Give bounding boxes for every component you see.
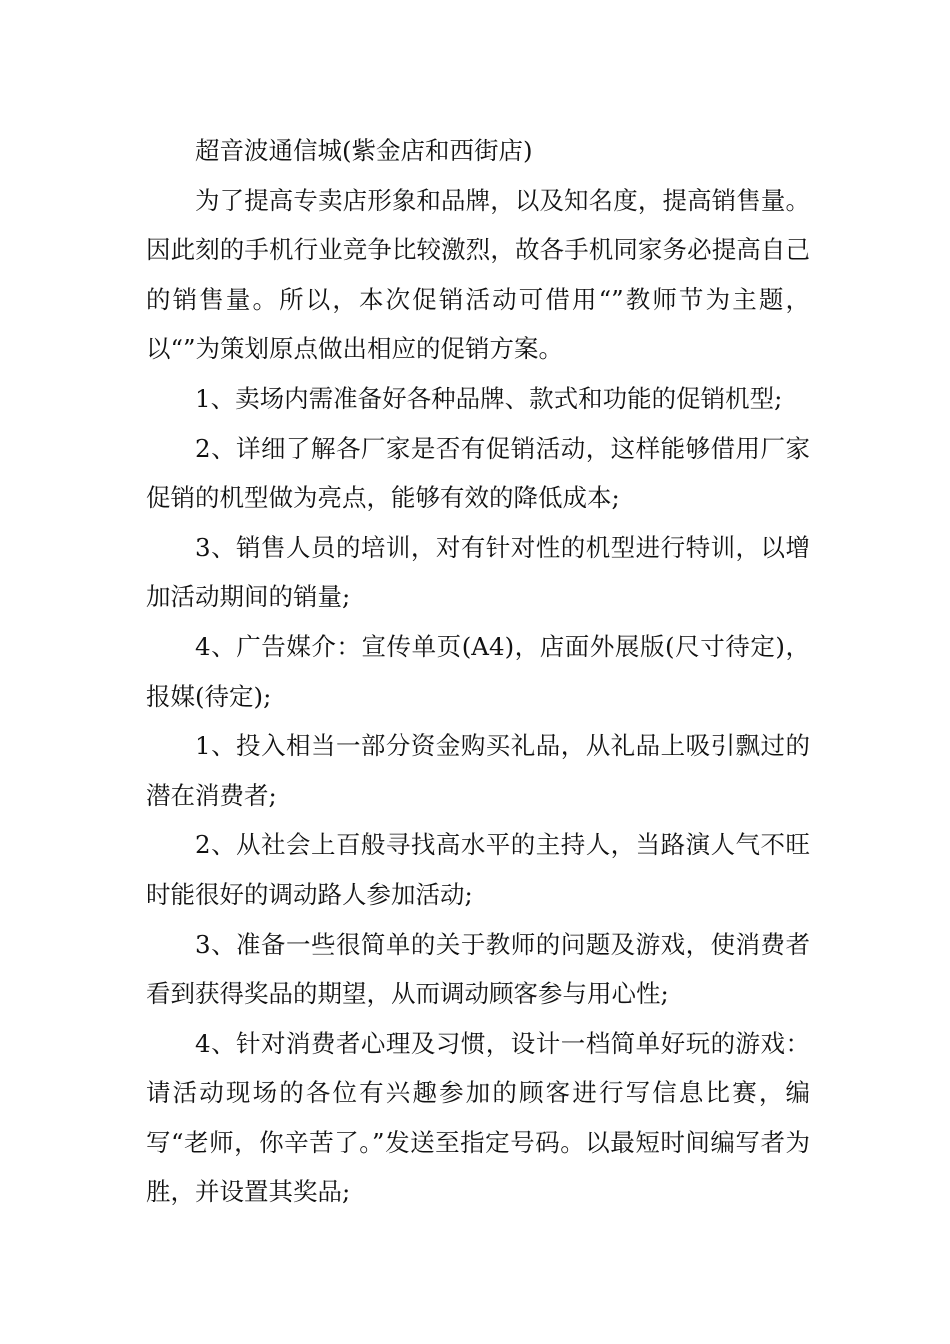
paragraph-prep-3: 3、销售人员的培训，对有针对性的机型进行特训，以增加活动期间的销量; <box>146 532 810 612</box>
paragraph-prep-1: 1、卖场内需准备好各种品牌、款式和功能的促销机型; <box>195 383 783 413</box>
paragraph-activity-2: 2、从社会上百般寻找高水平的主持人，当路演人气不旺时能很好的调动路人参加活动; <box>146 830 810 909</box>
document-body <box>146 126 810 1217</box>
paragraph-activity-4: 4、针对消费者心理及习惯，设计一档简单好玩的游戏：请活动现场的各位有兴趣参加的顾客进行写信息比赛，编写“老师，你辛苦了。”发送至指定号码。以最短时间编写者为胜，并设置其奖品; <box>146 1028 810 1207</box>
paragraph-activity-1: 1、投入相当一部分资金购买礼品，从礼品上吸引飘过的潜在消费者; <box>146 731 810 810</box>
paragraph-store-name: 超音波通信城(紫金店和西街店) <box>195 136 533 165</box>
paragraph-activity-3: 3、准备一些很简单的关于教师的问题及游戏，使消费者看到获得奖品的期望，从而调动顾客参与用心性; <box>146 929 810 1009</box>
paragraph-prep-2: 2、详细了解各厂家是否有促销活动，这样能够借用厂家促销的机型做为亮点，能够有效的降低成本; <box>146 433 810 513</box>
paragraph-purpose: 为了提高专卖店形象和品牌，以及知名度，提高销售量。因此刻的手机行业竞争比较激烈，故各手机同家务必提高自己的销售量。所以，本次促销活动可借用“”教师节为主题，以“”为策划原点做出相应的促销方案。 <box>146 185 810 364</box>
paragraph-prep-4: 4、广告媒介：宣传单页(A4)，店面外展版(尺寸待定)，报媒(待定); <box>146 631 810 711</box>
